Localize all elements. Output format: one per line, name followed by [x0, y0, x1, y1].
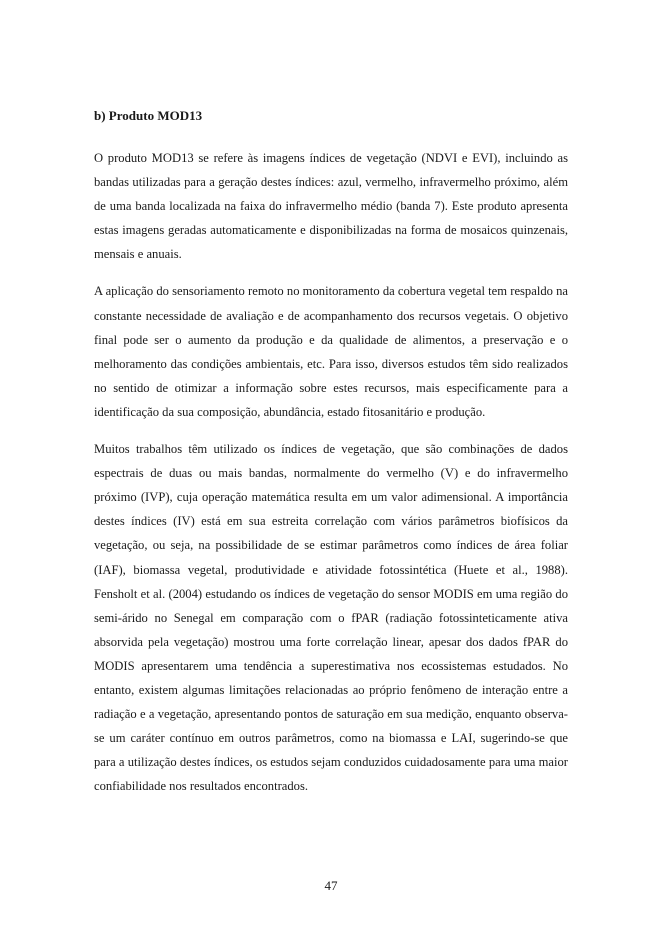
- page-content: [94, 108, 568, 811]
- page-number: 47: [324, 878, 338, 893]
- section-heading: b) Produto MOD13: [94, 108, 203, 123]
- paragraph-mod13-description: O produto MOD13 se refere às imagens índices de vegetação (NDVI e EVI), incluindo as bandas utilizadas para a geração destes índices: azul, vermelho, infravermelho próximo, além de uma banda localizada na faixa do infravermelho médio (banda 7). Este produto apresenta estas imagens geradas automaticamente e disponibilizadas na forma de mosaicos quinzenais, mensais e anuais.: [94, 151, 568, 262]
- paragraph-remote-sensing-application: A aplicação do sensoriamento remoto no monitoramento da cobertura vegetal tem respaldo na constante necessidade de avaliação e de acompanhamento dos recursos vegetais. O objetivo final pode ser o aumento da produção e da qualidade de alimentos, a preservação e o melhoramento das condições ambientais, etc. Para isso, diversos estudos têm sido realizados no sentido de otimizar a informação sobre estes recursos, mais especificamente para a identificação da sua composição, abundância, estado fitosanitário e produção.: [94, 284, 568, 419]
- paragraph-vegetation-indices: Muitos trabalhos têm utilizado os índices de vegetação, que são combinações de dados espectrais de duas ou mais bandas, normalmente do vermelho (V) e do infravermelho próximo (IVP), cuja operação matemática resulta em um valor adimensional. A importância destes índices (IV) está em sua estreita correlação com vários parâmetros biofísicos da vegetação, ou seja, na possibilidade de se estimar parâmetros como índices de área foliar (IAF), biomassa vegetal, produtividade e atividade fotossintética (Huete et al., 1988). Fensholt et al. (2004) estudando os índices de vegetação do sensor MODIS em uma região do semi-árido no Senegal em comparação com o fPAR (radiação fotossinteticamente ativa absorvida pela vegetação) mostrou uma forte correlação linear, apesar dos dados fPAR do MODIS apresentarem uma tendência a superestimativa nos ecossistemas estudados. No entanto, existem algumas limitações relacionadas ao próprio fenômeno de interação entre a radiação e a vegetação, apresentando pontos de saturação em sua medição, enquanto observa-se um caráter contínuo em outros parâmetros, como na biomassa e LAI, sugerindo-se que para a utilização destes índices, os estudos sejam conduzidos cuidadosamente para uma maior confiabilidade nos resultados encontrados.: [94, 442, 568, 794]
